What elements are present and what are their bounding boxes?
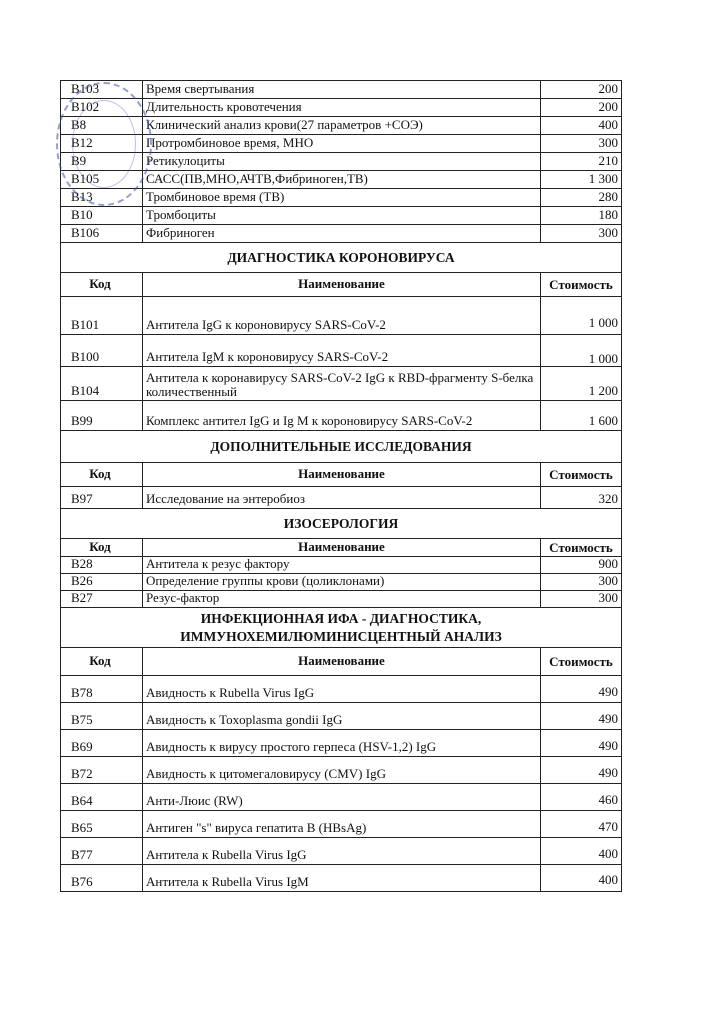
row-code: B99 (61, 401, 143, 430)
table-row (61, 557, 621, 574)
section-title-line1: ИНФЕКЦИОННАЯ ИФА - ДИАГНОСТИКА, (200, 610, 482, 626)
row-code: B72 (61, 757, 143, 783)
row-price: 460 (598, 792, 618, 807)
row-name: Время свертывания (143, 81, 541, 98)
row-name: Исследование на энтеробиоз (143, 487, 541, 508)
table-row (61, 99, 621, 117)
row-code: B104 (61, 367, 143, 400)
row-code: B97 (61, 487, 143, 508)
row-name: Антитела IgM к короновирусу SARS-CoV-2 (143, 335, 541, 366)
table-row (61, 81, 621, 99)
row-code: B100 (61, 335, 143, 366)
row-price: 490 (598, 684, 618, 699)
row-price: 1 600 (588, 413, 618, 428)
row-price: 400 (598, 872, 618, 887)
table-row (61, 117, 621, 135)
row-name: Антитела к резус фактору (143, 557, 541, 573)
table-row (61, 811, 621, 838)
header-price: Стоимость (549, 653, 613, 669)
table-row (61, 784, 621, 811)
row-code: B65 (61, 811, 143, 837)
row-price: 300 (598, 574, 618, 588)
row-price: 1 200 (588, 383, 618, 398)
row-name: Фибриноген (143, 225, 541, 242)
section-title-additional (61, 431, 621, 463)
row-price: 300 (598, 135, 618, 150)
row-name: Авидность к Toxoplasma gondii IgG (143, 703, 541, 729)
table-row (61, 171, 621, 189)
header-price: Стоимость (549, 276, 613, 292)
row-name: Длительность кровотечения (143, 99, 541, 116)
row-name: Определение группы крови (цоликлонами) (143, 574, 541, 590)
table-row (61, 676, 621, 703)
header-name: Наименование (143, 539, 541, 556)
section-title-ifa (61, 608, 621, 648)
row-price: 320 (598, 491, 618, 506)
row-code: B75 (61, 703, 143, 729)
table-row (61, 189, 621, 207)
header-name: Наименование (143, 648, 541, 675)
row-code: B64 (61, 784, 143, 810)
section-title-text: ДИАГНОСТИКА КОРОНОВИРУСА (227, 249, 455, 265)
price-table (60, 80, 622, 892)
row-name: Комплекс антител IgG и Ig M к короновирусу SARS-CoV-2 (143, 401, 541, 430)
header-name: Наименование (143, 463, 541, 486)
table-row (61, 297, 621, 335)
table-row (61, 574, 621, 591)
row-code: B10 (61, 207, 143, 224)
row-name: Антитела к Rubella Virus IgM (143, 865, 541, 891)
table-row (61, 207, 621, 225)
row-name: Резус-фактор (143, 591, 541, 607)
table-row (61, 401, 621, 431)
section-title-isoserology (61, 509, 621, 539)
row-code: B28 (61, 557, 143, 573)
header-code: Код (61, 539, 143, 556)
table-header (61, 539, 621, 557)
row-price: 490 (598, 711, 618, 726)
row-price: 470 (598, 819, 618, 834)
header-code: Код (61, 648, 143, 675)
section-title-text: ИЗОСЕРОЛОГИЯ (283, 515, 399, 531)
row-code: B26 (61, 574, 143, 590)
row-name: Антитела к коронавирусу SARS-CoV-2 IgG к RBD-фрагменту S-белка количественный (143, 367, 541, 400)
header-name: Наименование (143, 273, 541, 296)
row-code: B103 (61, 81, 143, 98)
table-row (61, 487, 621, 509)
row-price: 490 (598, 765, 618, 780)
row-code: B105 (61, 171, 143, 188)
row-price: 180 (598, 207, 618, 222)
row-code: B9 (61, 153, 143, 170)
row-code: B102 (61, 99, 143, 116)
row-price: 200 (598, 99, 618, 114)
row-name: САСС(ПВ,МНО,АЧТВ,Фибриноген,ТВ) (143, 171, 541, 188)
row-name: Клинический анализ крови(27 параметров +СОЭ) (143, 117, 541, 134)
section-title-coronavirus (61, 243, 621, 273)
row-price: 1 000 (588, 315, 618, 330)
table-row (61, 367, 621, 401)
row-price: 210 (598, 153, 618, 168)
row-code: B8 (61, 117, 143, 134)
row-code: B13 (61, 189, 143, 206)
row-name: Тромбоциты (143, 207, 541, 224)
section-title-line2: ИММУНОХЕМИЛЮМИНИСЦЕНТНЫЙ АНАЛИЗ (180, 628, 502, 644)
row-price: 300 (598, 225, 618, 240)
row-price: 1 000 (588, 351, 618, 366)
header-code: Код (61, 463, 143, 486)
row-name: Авидность к вирусу простого герпеса (HSV-1,2) IgG (143, 730, 541, 756)
row-name: Авидность к цитомегаловирусу (CMV) IgG (143, 757, 541, 783)
header-price: Стоимость (549, 466, 613, 482)
row-code: B77 (61, 838, 143, 864)
row-name: Антиген "s" вируса гепатита В (HBsAg) (143, 811, 541, 837)
row-name: Анти-Люис (RW) (143, 784, 541, 810)
row-price: 300 (598, 591, 618, 605)
table-row (61, 153, 621, 171)
table-row (61, 730, 621, 757)
row-name: Тромбиновое время (ТВ) (143, 189, 541, 206)
header-code: Код (61, 273, 143, 296)
row-price: 1 300 (588, 171, 618, 186)
row-code: B12 (61, 135, 143, 152)
row-name: Протромбиновое время, МНО (143, 135, 541, 152)
row-name: Антитела к Rubella Virus IgG (143, 838, 541, 864)
row-name: Антитела IgG к короновирусу SARS-CoV-2 (143, 297, 541, 334)
table-row (61, 225, 621, 243)
table-row (61, 591, 621, 608)
row-price: 200 (598, 81, 618, 96)
row-name: Ретикулоциты (143, 153, 541, 170)
table-row (61, 757, 621, 784)
row-code: B101 (61, 297, 143, 334)
table-row (61, 135, 621, 153)
table-header (61, 273, 621, 297)
table-header (61, 648, 621, 676)
row-name: Авидность к Rubella Virus IgG (143, 676, 541, 702)
row-price: 280 (598, 189, 618, 204)
table-header (61, 463, 621, 487)
row-price: 490 (598, 738, 618, 753)
section-title-text: ДОПОЛНИТЕЛЬНЫЕ ИССЛЕДОВАНИЯ (210, 438, 472, 454)
table-row (61, 865, 621, 891)
row-code: B69 (61, 730, 143, 756)
row-code: B76 (61, 865, 143, 891)
row-code: B106 (61, 225, 143, 242)
header-price: Стоимость (549, 539, 613, 555)
table-row (61, 335, 621, 367)
row-price: 400 (598, 117, 618, 132)
table-row (61, 838, 621, 865)
row-code: B27 (61, 591, 143, 607)
row-price: 400 (598, 846, 618, 861)
row-price: 900 (598, 557, 618, 571)
table-row (61, 703, 621, 730)
row-code: B78 (61, 676, 143, 702)
